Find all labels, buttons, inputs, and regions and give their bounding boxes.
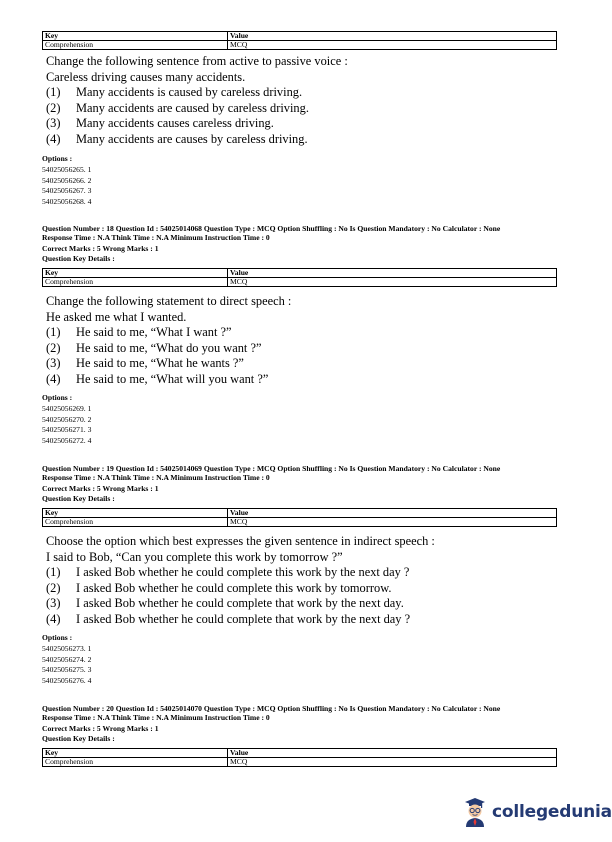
question-18-meta <box>42 224 500 264</box>
key-header: Key <box>43 269 228 278</box>
value-cell: MCQ <box>228 518 557 527</box>
value-header: Value <box>228 509 557 518</box>
key-cell: Comprehension <box>43 278 228 287</box>
answer-option: (1) Many accidents is caused by careless driving. <box>46 85 303 100</box>
option-id: 54025056275. 3 <box>42 665 92 675</box>
key-value-table <box>42 31 557 50</box>
value-cell: MCQ <box>228 758 557 767</box>
brand-name: collegedunia <box>492 802 612 822</box>
question-meta-line: Response Time : N.A Think Time : N.A Minimum Instruction Time : 0 <box>42 713 270 723</box>
question-19-meta <box>42 464 500 504</box>
question-stem: Change the following sentence from active to passive voice : <box>46 54 348 68</box>
value-header: Value <box>228 269 557 278</box>
key-value-table <box>42 748 557 767</box>
answer-option: (1) He said to me, “What I want ?” <box>46 325 232 340</box>
option-id: 54025056271. 3 <box>42 425 92 435</box>
option-id: 54025056274. 2 <box>42 654 92 664</box>
option-id: 54025056268. 4 <box>42 197 92 207</box>
collegedunia-logo <box>462 796 612 828</box>
marks-line: Correct Marks : 5 Wrong Marks : 1 <box>42 483 159 493</box>
key-details-label: Question Key Details : <box>42 254 115 264</box>
key-value-table <box>42 268 557 287</box>
question-stem: Choose the option which best expresses the given sentence in indirect speech : <box>46 534 435 548</box>
question-stem: Change the following statement to direct speech : <box>46 294 292 308</box>
question-18-body <box>46 294 291 388</box>
marks-line: Correct Marks : 5 Wrong Marks : 1 <box>42 243 159 253</box>
option-ids-block <box>42 633 91 687</box>
key-cell: Comprehension <box>43 758 228 767</box>
question-meta-line: Question Number : 20 Question Id : 54025014070 Question Type : MCQ Option Shuffling : No Is Question Mandatory : No Calculator : None <box>42 704 501 713</box>
options-label: Options : <box>42 393 73 402</box>
answer-option: (3) Many accidents causes careless driving. <box>46 116 274 131</box>
key-value-table <box>42 508 557 527</box>
graduate-mascot-icon <box>462 796 488 828</box>
options-label: Options : <box>42 633 73 642</box>
value-cell: MCQ <box>228 41 557 50</box>
answer-option: (4) I asked Bob whether he could complete that work by the next day ? <box>46 611 411 626</box>
option-id: 54025056272. 4 <box>42 436 92 446</box>
answer-option: (4) He said to me, “What will you want ?” <box>46 371 269 386</box>
options-label: Options : <box>42 154 73 163</box>
value-cell: MCQ <box>228 278 557 287</box>
question-20-meta <box>42 704 500 744</box>
answer-option: (1) I asked Bob whether he could complete this work by the next day ? <box>46 565 410 580</box>
option-id: 54025056266. 2 <box>42 175 92 185</box>
question-sentence: Careless driving causes many accidents. <box>46 69 246 84</box>
question-sentence: He asked me what I wanted. <box>46 309 187 324</box>
question-meta-line: Response Time : N.A Think Time : N.A Minimum Instruction Time : 0 <box>42 473 270 483</box>
key-header: Key <box>43 509 228 518</box>
question-meta-line: Response Time : N.A Think Time : N.A Minimum Instruction Time : 0 <box>42 233 270 243</box>
question-17-body <box>46 54 348 148</box>
option-ids-block <box>42 393 91 447</box>
answer-option: (3) He said to me, “What he wants ?” <box>46 356 244 371</box>
answer-option: (2) He said to me, “What do you want ?” <box>46 340 262 355</box>
question-19-body <box>46 534 435 628</box>
value-header: Value <box>228 32 557 41</box>
key-header: Key <box>43 32 228 41</box>
question-meta-line: Question Number : 18 Question Id : 54025014068 Question Type : MCQ Option Shuffling : No Is Question Mandatory : No Calculator : None <box>42 224 501 233</box>
key-details-label: Question Key Details : <box>42 494 115 504</box>
question-sentence: I said to Bob, “Can you complete this work by tomorrow ?” <box>46 549 343 564</box>
option-id: 54025056269. 1 <box>42 403 92 413</box>
answer-option: (2) Many accidents are caused by careless driving. <box>46 100 309 115</box>
key-cell: Comprehension <box>43 41 228 50</box>
option-id: 54025056265. 1 <box>42 164 92 174</box>
question-meta-line: Question Number : 19 Question Id : 54025014069 Question Type : MCQ Option Shuffling : No Is Question Mandatory : No Calculator : None <box>42 464 501 473</box>
marks-line: Correct Marks : 5 Wrong Marks : 1 <box>42 723 159 733</box>
option-id: 54025056270. 2 <box>42 414 92 424</box>
answer-option: (4) Many accidents are causes by careless driving. <box>46 131 308 146</box>
option-id: 54025056267. 3 <box>42 186 92 196</box>
answer-option: (2) I asked Bob whether he could complete this work by tomorrow. <box>46 580 392 595</box>
option-id: 54025056273. 1 <box>42 643 92 653</box>
value-header: Value <box>228 749 557 758</box>
answer-option: (3) I asked Bob whether he could complete that work by the next day. <box>46 596 404 611</box>
option-ids-block <box>42 154 91 208</box>
key-cell: Comprehension <box>43 518 228 527</box>
option-id: 54025056276. 4 <box>42 676 92 686</box>
key-details-label: Question Key Details : <box>42 734 115 744</box>
key-header: Key <box>43 749 228 758</box>
